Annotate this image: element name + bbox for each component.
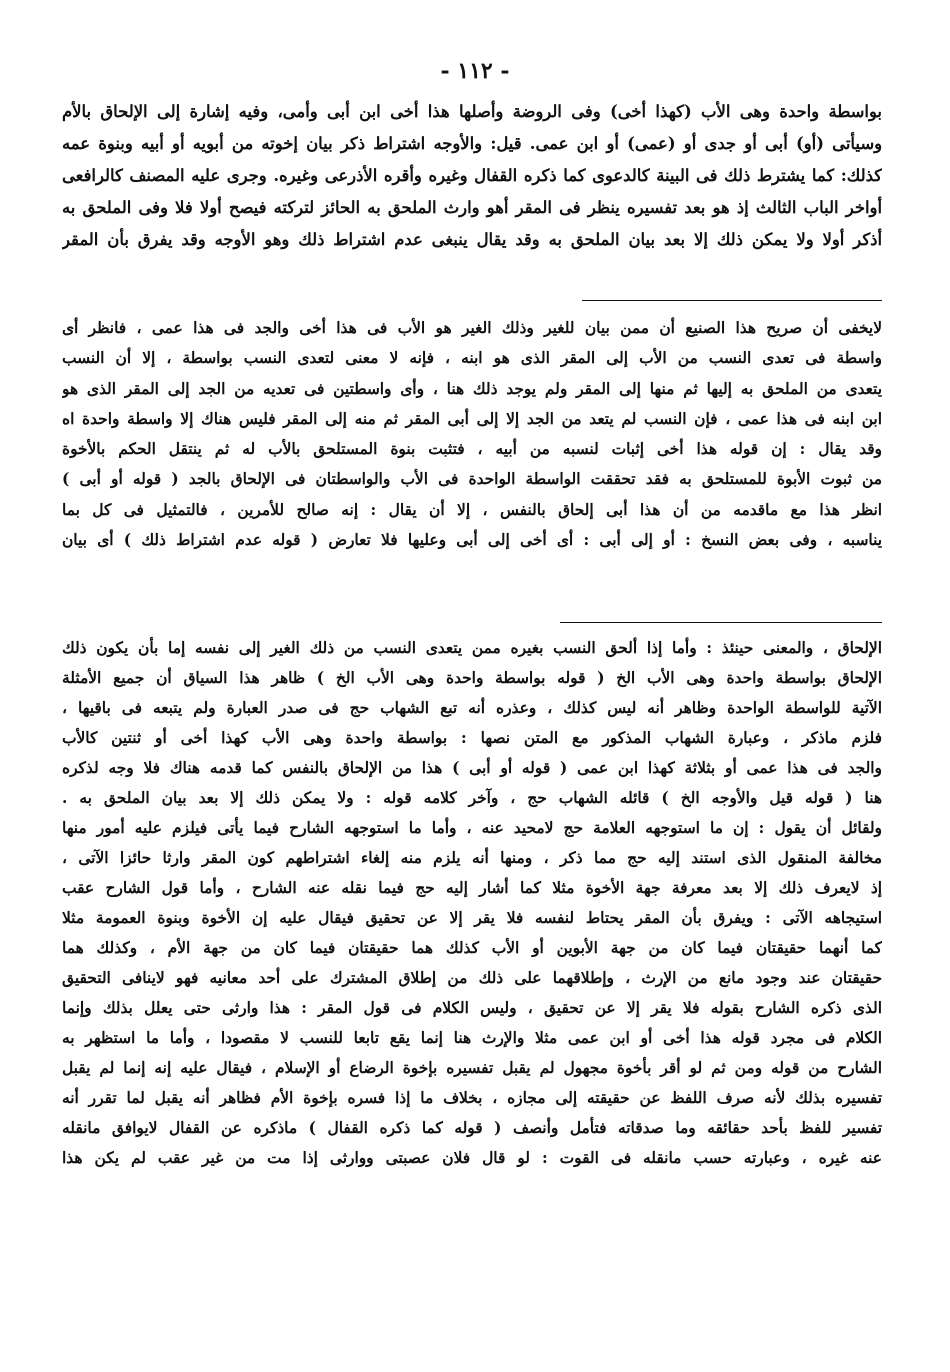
footnote-line: واسطة فى تعدى النسب من الأب إلى المقر الذى هو ابنه ، فإنه لا معنى لتعدى النسب بواسطة ، إلا أن النسب [62, 349, 882, 368]
footnote-line: كما أنهما حقيقتان فيما كان من جهة الأبوين أو الأب كذلك هما حقيقتان فيما كان من جهة الأم ، وكذلك هما [62, 939, 882, 957]
main-text-line: بواسطة واحدة وهى الأب (كهذا أخى) وفى الروضة وأصلها هذا أخى ابن أبى وأمى، وفيه إشارة إلى الإلحاق بالأم [62, 102, 882, 121]
footnote-divider [560, 622, 882, 623]
footnote-block-1 [62, 313, 882, 555]
page-number: - ١١٢ - [440, 58, 510, 84]
main-text-line: كذلك: كما يشترط ذلك فى البينة كالدعوى كما ذكره القفال وغيره وأقره الأذرعى وغيره. وجرى عليه المصنف كالرافعى [62, 166, 882, 185]
footnote-line: وقد يقال : إن قوله هذا أخى إثبات لنسبه من أبيه ، فتثبت بنوة المستلحق بالأب له ثم ينتقل الحكم بالأخوة [62, 440, 882, 459]
footnote-line: يتعدى من الملحق به إليها ثم منها إلى المقر ولم يوجد ذلك هنا ، وأى واسطتين فى تعديه من الجد إلى المقر الذى هو [62, 379, 882, 398]
footnote-line: والجد فى هذا عمى أو بثلاثة كهذا ابن عمى ( قوله أو أبى ) هذا من الإلحاق بالنفس كما قدمه هناك فلا وجه لذكره [62, 759, 882, 777]
footnote-line: تفسير للفظ بأحد حقائقه وما صدقاته فتأمل وأنصف ( قوله كما ذكره القفال ) ماذكره عن القفال لايوافق مانقله [62, 1119, 882, 1137]
footnote-line: حقيقتان عند وجود مانع من الإرث ، وإطلاقهما على ذلك من إطلاق المشترك على أحد معانيه فهو لاينافى التحقيق [62, 969, 882, 987]
footnote-line: ابن ابنه فى هذا عمى ، فإن النسب لم يتعد من الجد إلا إلى أبى المقر ثم منه إلى المقر فليس هناك إلا واسطة واحدة اه [62, 409, 882, 428]
footnote-line: مخالفة المنقول الذى استند إليه حج مما ذكر ، ومنها أنه يلزم منه إلغاء اشتراطهم كون المقر وارثا حائزا الآتى ، [62, 849, 882, 867]
footnote-line: استيجاهه الآتى : ويفرق بأن المقر يحتاط لنفسه فلا يقر إلا عن تحقيق فيقال عليه إن الأخوة وبنوة العمومة مثلا [62, 909, 882, 927]
footnote-line: الكلام فى مجرد قوله هذا أخى أو ابن عمى مثلا والإرث هنا إنما يقع تابعا للنسب لا مقصودا ، وأما ما استظهر به [62, 1029, 882, 1047]
footnote-line: لايخفى أن صريح هذا الصنيع أن ممن بيان للغير وذلك الغير هو الأب فى هذا أخى والجد فى هذا عمى ، فانظر أى [62, 319, 882, 337]
footnote-line: هنا ( قوله قيل والأوجه الخ ) قائله الشهاب حج ، وآخر كلامه قوله : ولا يمكن ذلك إلا بعد بيان الملحق به . [62, 789, 882, 807]
footnote-line: الإلحاق ، والمعنى حينئذ : وأما إذا ألحق النسب بغيره ممن يتعدى النسب من ذلك الغير إلى نفسه إما بأن يكون ذلك [62, 639, 882, 657]
footnote-line: انظر هذا مع ماقدمه من أن هذا أبى إلحاق بالنفس ، إلا أن يقال : إنه صالح للأمرين ، فالتمثيل فى كل بما [62, 500, 882, 519]
footnote-line: الآتية للواسطة الواحدة وظاهر أنه ليس كذلك ، وعذره أنه تبع الشهاب حج فى صدر العبارة ولم يتبعه فى باقيها ، [62, 699, 882, 717]
footnote-line: من ثبوت الأبوة للمستلحق به فقد تحققت الواسطة الواحدة فى الأب والواسطتان فى الإلحاق بالجد ( قوله أو أبى ) [62, 470, 882, 489]
footnote-line: يناسبه ، وفى بعض النسخ : أو إلى أبى : أى أخى إلى أبى وعليها فلا تعارض ( قوله عدم اشتراط ذلك ) أى بيان [62, 531, 882, 550]
main-text-line: وسيأتى (أو) أبى أو جدى أو (عمى) أو ابن عمى. قيل: والأوجه اشتراط ذكر بيان إخوته من أبويه أو أبيه وبنوة عمه [62, 134, 882, 153]
footnote-line: إذ لايعرف ذلك إلا بعد معرفة جهة الأخوة مثلا كما أشار إليه حج فيما نقله عنه الشارح ، وأما قول الشارح عقب [62, 879, 882, 897]
footnote-line: الشارح من قوله ومن ثم لو أقر بأخوة مجهول لم يقبل تفسيره بإخوة الرضاع أو الإسلام ، فيقال عليه إنه إنما لم يقبل [62, 1059, 882, 1077]
main-text [62, 96, 882, 256]
main-text-line: أواخر الباب الثالث إذ هو بعد تفسيره ينظر فى المقر أهو وارث الملحق به الحائز لتركته فيصح أولا فلا وفى الملحق به [62, 198, 882, 217]
footnote-line: فلزم ماذكر ، وعبارة الشهاب المذكور مع المتن نصها : بواسطة واحدة وهى الأب كهذا أخى أو ثنتين كالأب [62, 729, 882, 747]
footnote-line: ولقائل أن يقول : إن ما استوجهه العلامة حج لامحيد عنه ، وأما ما استوجهه الشارح فيما يأتى فيلزم عليه أمور منها [62, 819, 882, 837]
footnote-line: عنه غيره ، وعبارته حسب مانقله فى القوت : لو قال فلان عصبتى ووارثى إذا مت من غير عقب لم يكن هذا [62, 1149, 882, 1167]
footnote-line: تفسيره بذلك لأنه صرف اللفظ عن حقيقته إلى مجازه ، بخلاف ما إذا فسره بإخوة الأم فظاهر أنه يقبل لما تقرر أنه [62, 1089, 882, 1107]
footnote-line: الإلحاق بواسطة واحدة وهى الأب الخ ( قوله بواسطة واحدة وهى الأب الخ ) ظاهر هذا السياق أن جميع الأمثلة [62, 669, 882, 687]
footnote-block-2 [62, 633, 882, 1173]
footnote-line: الذى ذكره الشارح بقوله فلا يقر إلا عن تحقيق ، وليس الكلام فى قول المقر : هذا وارثى حتى يعلل بذلك وإنما [62, 999, 882, 1017]
footnote-divider [582, 300, 882, 301]
main-text-line: أذكر أولا ولا يمكن ذلك إلا بعد بيان الملحق به وقد يقال ينبغى عدم اشتراط ذلك وهو الأوجه وقد يفرق بأن المقر [62, 230, 882, 249]
